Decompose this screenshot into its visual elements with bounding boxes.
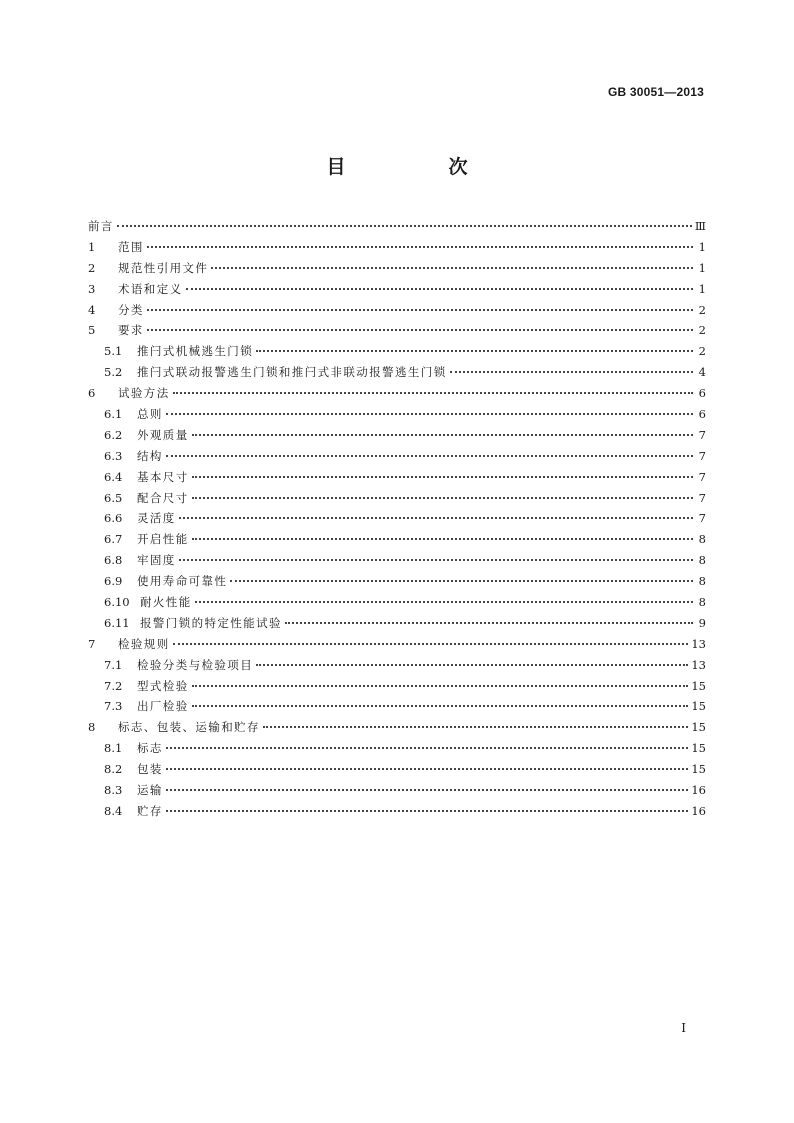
toc-dot-leader <box>179 505 693 519</box>
toc-entry-page: 1 <box>698 281 706 296</box>
toc-dot-leader <box>147 234 693 248</box>
toc-entry-number: 6 <box>88 386 96 401</box>
toc-dot-leader <box>263 714 688 728</box>
toc-entry-label: 范围 <box>118 239 144 254</box>
toc-entry-label: 出厂检验 <box>137 699 189 714</box>
toc-dot-leader <box>173 380 693 394</box>
toc-entry-number: 6.10 <box>104 595 130 610</box>
toc-entry-number: 5.1 <box>104 344 123 359</box>
toc-entry-label: 分类 <box>118 302 144 317</box>
toc-entry-page: 15 <box>691 678 706 693</box>
standard-code: GB 30051—2013 <box>608 85 704 99</box>
toc-entry-page: 7 <box>698 469 706 484</box>
toc-dot-leader <box>192 673 689 687</box>
toc-dot-leader <box>117 213 692 227</box>
toc-entry-label: 配合尺寸 <box>137 490 189 505</box>
toc-entry-number: 6.7 <box>104 532 123 547</box>
toc-entry-label: 总则 <box>137 407 163 422</box>
toc-entry-number: 1 <box>88 239 96 254</box>
toc-dot-leader <box>195 589 693 603</box>
toc-dot-leader <box>166 401 693 415</box>
toc-dot-leader <box>179 547 693 561</box>
toc-entry-number: 6.5 <box>104 490 123 505</box>
toc-entry-label: 规范性引用文件 <box>118 260 209 275</box>
toc-dot-leader <box>256 338 693 352</box>
toc-dot-leader <box>192 422 693 436</box>
toc-dot-leader <box>166 756 689 770</box>
toc-dot-leader <box>450 359 693 373</box>
toc-dot-leader <box>166 798 689 812</box>
toc-entry-label: 使用寿命可靠性 <box>137 574 228 589</box>
toc-entry-label: 贮存 <box>137 803 163 818</box>
toc-entry-page: 6 <box>698 407 706 422</box>
toc-dot-leader <box>256 652 688 666</box>
toc-entry-label: 耐火性能 <box>140 595 192 610</box>
toc-entry-label: 推闩式联动报警逃生门锁和推闩式非联动报警逃生门锁 <box>137 365 447 380</box>
toc-entry-number: 8 <box>88 720 96 735</box>
toc-entry-page: 13 <box>691 657 706 672</box>
toc-dot-leader <box>192 485 693 499</box>
toc-entry-number: 7.1 <box>104 657 123 672</box>
toc-entry-label: 灵活度 <box>137 511 176 526</box>
toc-entry-label: 前言 <box>88 219 114 233</box>
toc-entry-label: 术语和定义 <box>118 281 183 296</box>
toc-entry-page: 7 <box>698 427 706 442</box>
toc-dot-leader <box>230 568 693 582</box>
toc-entry-number: 5 <box>88 323 96 338</box>
toc-entry-label: 要求 <box>118 323 144 338</box>
toc-dot-leader <box>186 276 694 290</box>
toc-entry-number: 7 <box>88 636 96 651</box>
toc-dot-leader <box>147 297 693 311</box>
toc-entry-number: 6.2 <box>104 427 123 442</box>
toc-entry[interactable] <box>88 801 706 822</box>
toc-entry-page: Ⅲ <box>694 219 706 233</box>
toc-entry-number: 8.2 <box>104 762 123 777</box>
toc-entry-number: 6.11 <box>104 615 130 630</box>
toc-entry-label: 基本尺寸 <box>137 469 189 484</box>
toc-entry-page: 4 <box>698 365 706 380</box>
toc-entry-page: 16 <box>691 783 706 798</box>
toc-dot-leader <box>173 631 689 645</box>
toc-entry-label: 标志 <box>137 741 163 756</box>
toc-entry-page: 8 <box>698 553 706 568</box>
toc-entry-page: 7 <box>698 511 706 526</box>
toc-entry-page: 15 <box>691 741 706 756</box>
toc-entry-page: 1 <box>698 239 706 254</box>
toc-entry-number: 6.4 <box>104 469 123 484</box>
toc-entry-number: 6.8 <box>104 553 123 568</box>
toc-entry-page: 2 <box>698 323 706 338</box>
toc-entry-page: 2 <box>698 344 706 359</box>
toc-entry-page: 15 <box>691 720 706 735</box>
toc-entry-label: 检验规则 <box>118 636 170 651</box>
toc-dot-leader <box>285 610 693 624</box>
toc-dot-leader <box>166 735 689 749</box>
toc-dot-leader <box>211 255 693 269</box>
toc-entry-page: 15 <box>691 699 706 714</box>
toc-entry-page: 7 <box>698 490 706 505</box>
toc-entry-number: 8.4 <box>104 803 123 818</box>
toc-entry-page: 2 <box>698 302 706 317</box>
toc-entry-label: 型式检验 <box>137 678 189 693</box>
toc-entry-number: 2 <box>88 260 96 275</box>
toc-entry-number: 7.2 <box>104 678 123 693</box>
toc-entry-page: 16 <box>691 803 706 818</box>
toc-entry-number: 5.2 <box>104 365 123 380</box>
toc-entry-number: 8.1 <box>104 741 123 756</box>
toc-entry-label: 开启性能 <box>137 532 189 547</box>
toc-entry-number: 4 <box>88 302 96 317</box>
toc-entry-page: 8 <box>698 532 706 547</box>
toc-entry-label: 外观质量 <box>137 427 189 442</box>
toc-dot-leader <box>192 464 693 478</box>
toc-entry-number: 6.9 <box>104 574 123 589</box>
toc-entry-label: 运输 <box>137 783 163 798</box>
table-of-contents <box>88 216 706 822</box>
toc-entry-number: 7.3 <box>104 699 123 714</box>
toc-entry-number: 8.3 <box>104 783 123 798</box>
page-number: I <box>681 1021 686 1035</box>
toc-entry-label: 报警门锁的特定性能试验 <box>140 615 282 630</box>
toc-entry-number: 6.1 <box>104 407 123 422</box>
toc-entry-page: 8 <box>698 574 706 589</box>
toc-entry-page: 7 <box>698 448 706 463</box>
toc-entry-label: 牢固度 <box>137 553 176 568</box>
toc-entry-label: 推闩式机械逃生门锁 <box>137 344 254 359</box>
toc-dot-leader <box>147 317 693 331</box>
toc-entry-label: 包装 <box>137 762 163 777</box>
toc-entry-page: 1 <box>698 260 706 275</box>
toc-entry-number: 6.6 <box>104 511 123 526</box>
toc-dot-leader <box>166 443 693 457</box>
toc-entry-label: 检验分类与检验项目 <box>137 657 254 672</box>
toc-entry-page: 6 <box>698 386 706 401</box>
toc-entry-label: 试验方法 <box>118 386 170 401</box>
toc-entry-page: 8 <box>698 595 706 610</box>
toc-entry-label: 标志、包装、运输和贮存 <box>118 720 260 735</box>
toc-entry-label: 结构 <box>137 448 163 463</box>
toc-entry-page: 15 <box>691 762 706 777</box>
toc-entry-number: 3 <box>88 281 96 296</box>
toc-dot-leader <box>192 526 693 540</box>
toc-dot-leader <box>192 693 689 707</box>
page-title: 目 次 <box>326 156 510 178</box>
toc-entry-page: 13 <box>691 636 706 651</box>
toc-entry-page: 9 <box>698 615 706 630</box>
toc-dot-leader <box>166 777 689 791</box>
toc-entry-number: 6.3 <box>104 448 123 463</box>
